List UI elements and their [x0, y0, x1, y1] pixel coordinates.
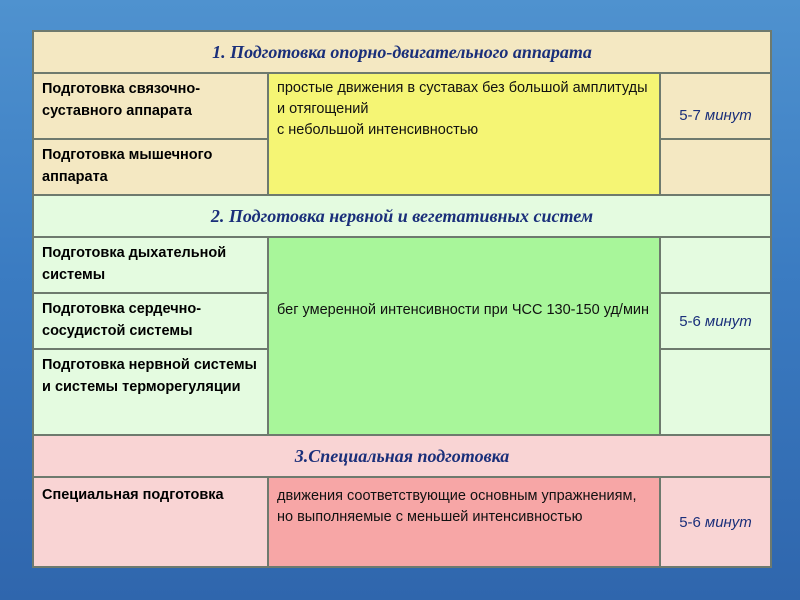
row-ligament-joint-label: Подготовка связочно-суставного аппарата: [34, 74, 267, 138]
section-3-time-value: 5-6: [679, 513, 701, 531]
section-1-title: 1. Подготовка опорно-двигательного аппарата: [34, 32, 770, 72]
warmup-table: [32, 30, 772, 568]
section-1-description-line1: простые движения в суставах без большой амплитуды и отягощений: [277, 80, 648, 117]
row-muscle-label: Подготовка мышечного аппарата: [34, 140, 267, 194]
row-nervous-thermo-label: Подготовка нервной системы и системы терморегуляции: [34, 350, 267, 434]
row-special-label: Специальная подготовка: [34, 478, 267, 566]
row-respiratory-label: Подготовка дыхательной системы: [34, 238, 267, 292]
section-2-time-empty-bottom: [661, 350, 770, 434]
section-2-time-value: 5-6: [679, 312, 701, 330]
section-2-time: [661, 294, 770, 348]
section-1-time-empty: [661, 140, 770, 194]
section-2-time-unit: минут: [704, 312, 752, 330]
section-2-time-empty-top: [661, 238, 770, 292]
section-2-description: бег умеренной интенсивности при ЧСС 130-150 уд/мин: [269, 238, 659, 434]
row-cardiovascular-label: Подготовка сердечно-сосудистой системы: [34, 294, 267, 348]
section-1-time-value: 5-7: [679, 107, 701, 124]
section-3-title: 3.Специальная подготовка: [34, 436, 770, 476]
section-2-title: 2. Подготовка нервной и вегетативных систем: [34, 196, 770, 236]
section-3-time-unit: минут: [704, 513, 752, 531]
section-1-time: [661, 74, 770, 138]
section-1-time-unit: минут: [704, 107, 752, 124]
section-1-description-line2: с небольшой интенсивностью: [277, 122, 479, 138]
section-1-description: [269, 74, 659, 194]
section-3-time: [661, 478, 770, 566]
section-3-description: движения соответствующие основным упражнениям, но выполняемые с меньшей интенсивностью: [269, 478, 659, 566]
